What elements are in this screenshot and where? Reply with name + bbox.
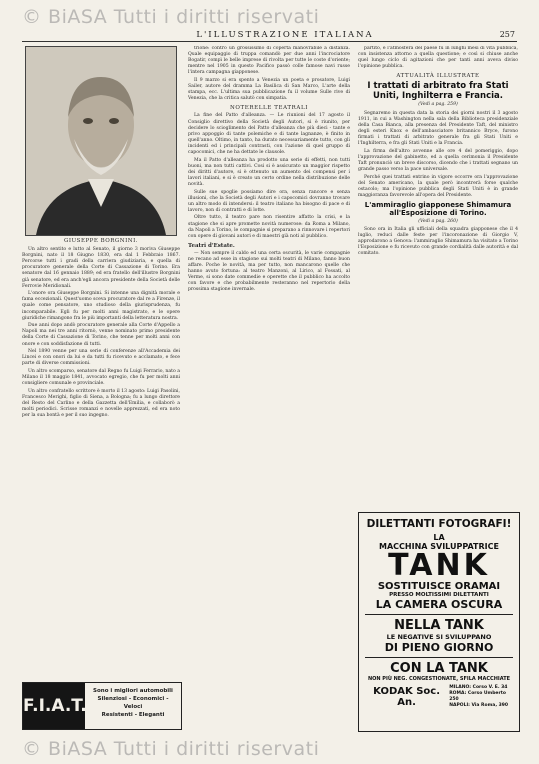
paragraph: Segnaremo in questa data la storia dei giorni nostri il 3 agosto 1911, in cui a Washington nella sala della Biblioteca presidenziale della Casa Bianca, alla presenza del Presidente Taft, del ministro degli esteri Knox e dell'ambasciatore britannico Bryce, furono firmati i trattati di arbitrato generale fra gli Stati Uniti e l'Inghilterra, e fra gli Stati Uniti e la Francia. <box>358 110 518 147</box>
portrait-photo <box>25 46 177 236</box>
fiat-advertisement <box>22 682 182 730</box>
paragraph: trione: contrò un grossissimo di coperta manovrabile a distanza. Quale equipaggio di truppa comandò per due anni l'incrociatore Bogatir, compì le belle imprese di rivolta per tutte le coste d'oriente; mentre nel 1905 in questo Pacifico passò colle famose navi russe l'intera campagna giapponese. <box>188 46 350 76</box>
section-title-theatre: NOTERELLE TEATRALI <box>230 105 308 112</box>
paragraph: Il 9 marzo si era spento a Venezia un poeta e prosatore, Luigi Sailer, autore del dramma La Basilica di San Marco, L'arte della stampa, ecc. L'ultima sua pubblicazione fu il volume Sulle rive di Venezia, che la critica salutò con simpatia. <box>188 77 350 102</box>
paragraph: Sono ora in Italia gli ufficiali della squadra giapponese che il 4 luglio, reduci dalle feste per l'incoronazione di Giorgio V, approdarono a Genova: l'ammiraglio Shimamura ha visitato a Torino l'Esposizione e fu ricevuto con grande cordialità dalle autorità e dal comitato. <box>358 226 518 257</box>
ad-line-3: MACCHINA SVILUPPATRICE <box>379 542 499 551</box>
section-title-news: ATTUALITÀ ILLUSTRATE <box>396 73 480 80</box>
header-rule <box>22 41 517 42</box>
headline-admiral: L'ammiraglio giapponese Shimamura all'Esposizione di Torino. <box>364 200 512 218</box>
paragraph: La fine del Patto d'alleanza. — Le riunioni del 17 agosto il Consiglio direttivo della Società degli Autori, si è riunito, per decidere lo scioglimento del Patto d'alleanza che più dieci - tante e privo appoggio di tante polemiche e di tante lagnanze, è finito in quell'anno. Oltimo, in tanto, ha durato necessariamente tutto, con gli incidenti ed i principali contrasti, con l'azione di quel gruppo di capocomici, che ne ha dettate le clausole. <box>188 113 350 155</box>
kodak-address-milano: MILANO: Corso V. E. 34 <box>449 685 508 690</box>
ad-line-8: NELLA TANK <box>394 618 484 633</box>
paragraph: Oltre tutto, il teatro pare non risentire affatto la crisi, e la stagione che si apre promette novità numerose: da Roma a Milano, da Napoli a Torino, le compagnie si preparano a rinnovare i repertori con opere di giovani autori e di maestri già noti al pubblico. <box>188 215 350 239</box>
headline-arbitration: I trattati di arbitrato fra Stati Uniti, Inghilterra e Francia. <box>367 81 509 102</box>
paragraph: Ma il Patto d'alleanza ha prodotto una serie di effetti, non tutti buoni, ma non tutti cattivi. Cosi si è assicurato un maggior rispetto dei diritti d'autore, si è ottenuto un aumento dei compensi per i lavori italiani, e si è creato un certo ordine nella distribuzione delle novità. <box>188 157 350 187</box>
ad-line-11: CON LA TANK <box>390 661 488 676</box>
ad-line-5: SOSTITUISCE ORAMAI <box>377 581 501 592</box>
paragraph: — Non sempre il caldo ed una certa oscurità, le varie compagnie ne recano ad esse in stagione sui molti teatri di Milano, fanno buon affare. Poche le novità, ma per tutto, non mancarono quelle che hanno avuto fortuna: al teatro Manzoni, al Lirico, al Fossati, al Verme, si sono date commedie e operette che il pubblico ha accolto con favore e che probabilmente resteranno nel repertorio della prossima stagione invernale. <box>188 250 350 293</box>
running-header: L'ILLUSTRAZIONE ITALIANA <box>196 30 374 40</box>
ad-line-6: PRESSO MOLTISSIMI DILETTANTI <box>389 592 489 598</box>
fiat-line-2: Silenziosi - Economici - Veloci <box>97 696 169 710</box>
fiat-line-3: Resistenti - Eleganti <box>101 712 165 718</box>
page-number: 257 <box>499 30 515 39</box>
watermark-top: © BiASA Tutti i diritti riservati <box>22 6 320 28</box>
portrait-illustration <box>26 47 176 235</box>
paragraph: Un altro confratello scrittore è morto il 13 agosto: Luigi Pasolini, Francesco Merighi, figlio di Siena, a Bologna; fu a lungo direttore del Resto del Carlino e della Gazzetta dell'Emilia, e collaborò a molti periodici. Scrisse romanzi e novelle apprezzati, ed era noto per la sua bontà e per il suo ingegno. <box>22 388 180 419</box>
kodak-company-name: KODAK Soc. An. <box>373 686 441 708</box>
ad-line-7: LA CAMERA OSCURA <box>375 598 503 611</box>
watermark-bottom: © BiASA Tutti i diritti riservati <box>22 738 320 760</box>
paragraph: La firma dell'altro avvenne alle ore 4 del pomeriggio, dopo l'approvazione del gabinetto, ed a quella cerimonia il Presidente Taft pronunciò un breve discorso, dicendo che i trattati segnano un grande passo verso la pace universale. <box>358 148 518 172</box>
ad-line-1: DILETTANTI FOTOGRAFI! <box>366 518 512 530</box>
ad-line-9: LE NEGATIVE SI SVILUPPANO <box>386 633 492 641</box>
kodak-address-roma: ROMA: Corso Umberto 250 <box>449 691 506 702</box>
ad-tank-wordmark: TANK <box>388 548 490 583</box>
paragraph: partito, e l'atmosfera del paese fu in lunghi mesi di vita pubblica, con insistenza attorno a quella questione; e così si chiuse anche quel lungo ciclo di agitazioni che per tanti anni aveva diviso l'opinione pubblica. <box>358 46 518 70</box>
column-3 <box>358 46 518 508</box>
tank-advertisement <box>358 512 520 732</box>
kodak-address-napoli: NAPOLI: Via Roma, 390 <box>449 703 508 708</box>
ad-line-12: NON PIÙ NEG. CONGESTIONATE, SFILA MACCHIATE <box>367 676 511 682</box>
subhead-arbitration: (Vedi a pag. 259) <box>418 102 458 108</box>
paragraph: Sulle sue spoglie possiamo dire ora, senza rancore e senza illusioni, che la Società degli Autori e i capocomici dovranno trovare un altro modo di intendersi: il teatro italiano ha bisogno di pace e di lavoro, non di contratti e di lotte. <box>188 189 350 213</box>
paragraph: Due anni dopo andò procuratore generale alla Corte d'Appello a Napoli ma nei tre anni ritornò, venne nominato primo presidente della Corte di Cassazione di Torino, che tenne per molti anni con onore e con soddisfazione di tutti. <box>22 323 180 347</box>
paragraph: Nel 1890 venne per una serie di conferenze all'Accademia dei Lincei e con onori da lui e da tutti fu ricevuto e acclamato, e fece parte di diverse commissioni. <box>22 349 180 367</box>
section-title-summer-theatres: Teatri d'Estate. <box>188 242 235 249</box>
paragraph: Perché quei trattati entrino in vigore occorre ora l'approvazione del Senato americano, la quale però incontrerà forse qualche ostacolo; ma l'opinione pubblica degli Stati Uniti è in grande maggioranza favorevole all'opera del Presidente. <box>358 174 518 198</box>
fiat-logo: F.I.A.T. <box>23 683 85 729</box>
paragraph: L'onore ora Giuseppe Borgnini. Si intenne una dignità morale e fama eccezionali. Quest'uomo sceva procuratore dal re a Firenze, il quale come pensatore, uno studioso della giurisprudenza, fu incomparabile. Egli fu per molti anni magistrato, e le opere giuridiche rimangono fra le più importanti della letteratura nostra. <box>22 291 180 321</box>
ad-line-2: LA <box>433 533 445 542</box>
column-2 <box>188 46 350 730</box>
paragraph: Un altro sentito e lutto al Senato, il giorno 3 moriva Giuseppe Borgnini, nato il 18 Giugno 1830, era dal 1 Febbraio 1867. Percorse tutti i gradi della carriera giudiziaria, e quella di procuratore generale della Corte di Cassazione di Torino. Era senatore dal 16 gennaio 1889; ed era fratello dell'illustre Borgnini già senatore, ed era anch'egli ancora presidente della Società delle Ferrovie Meridionali. <box>22 247 180 289</box>
portrait-caption: GIUSEPPE BORGNINI. <box>63 238 139 244</box>
paragraph: Un altro scomparso, senatore dal Regno fu Luigi Ferrario, nato a Milano il 18 maggio 1841, avvocato egregio, che fu per molti anni consigliere comunale e provinciale. <box>22 368 180 387</box>
fiat-line-1: Sono i migliori automobili <box>93 688 173 694</box>
column-1 <box>22 46 180 676</box>
ad-line-10: DI PIENO GIORNO <box>384 641 494 654</box>
subhead-admiral: (Vedi a pag. 260) <box>418 218 458 224</box>
